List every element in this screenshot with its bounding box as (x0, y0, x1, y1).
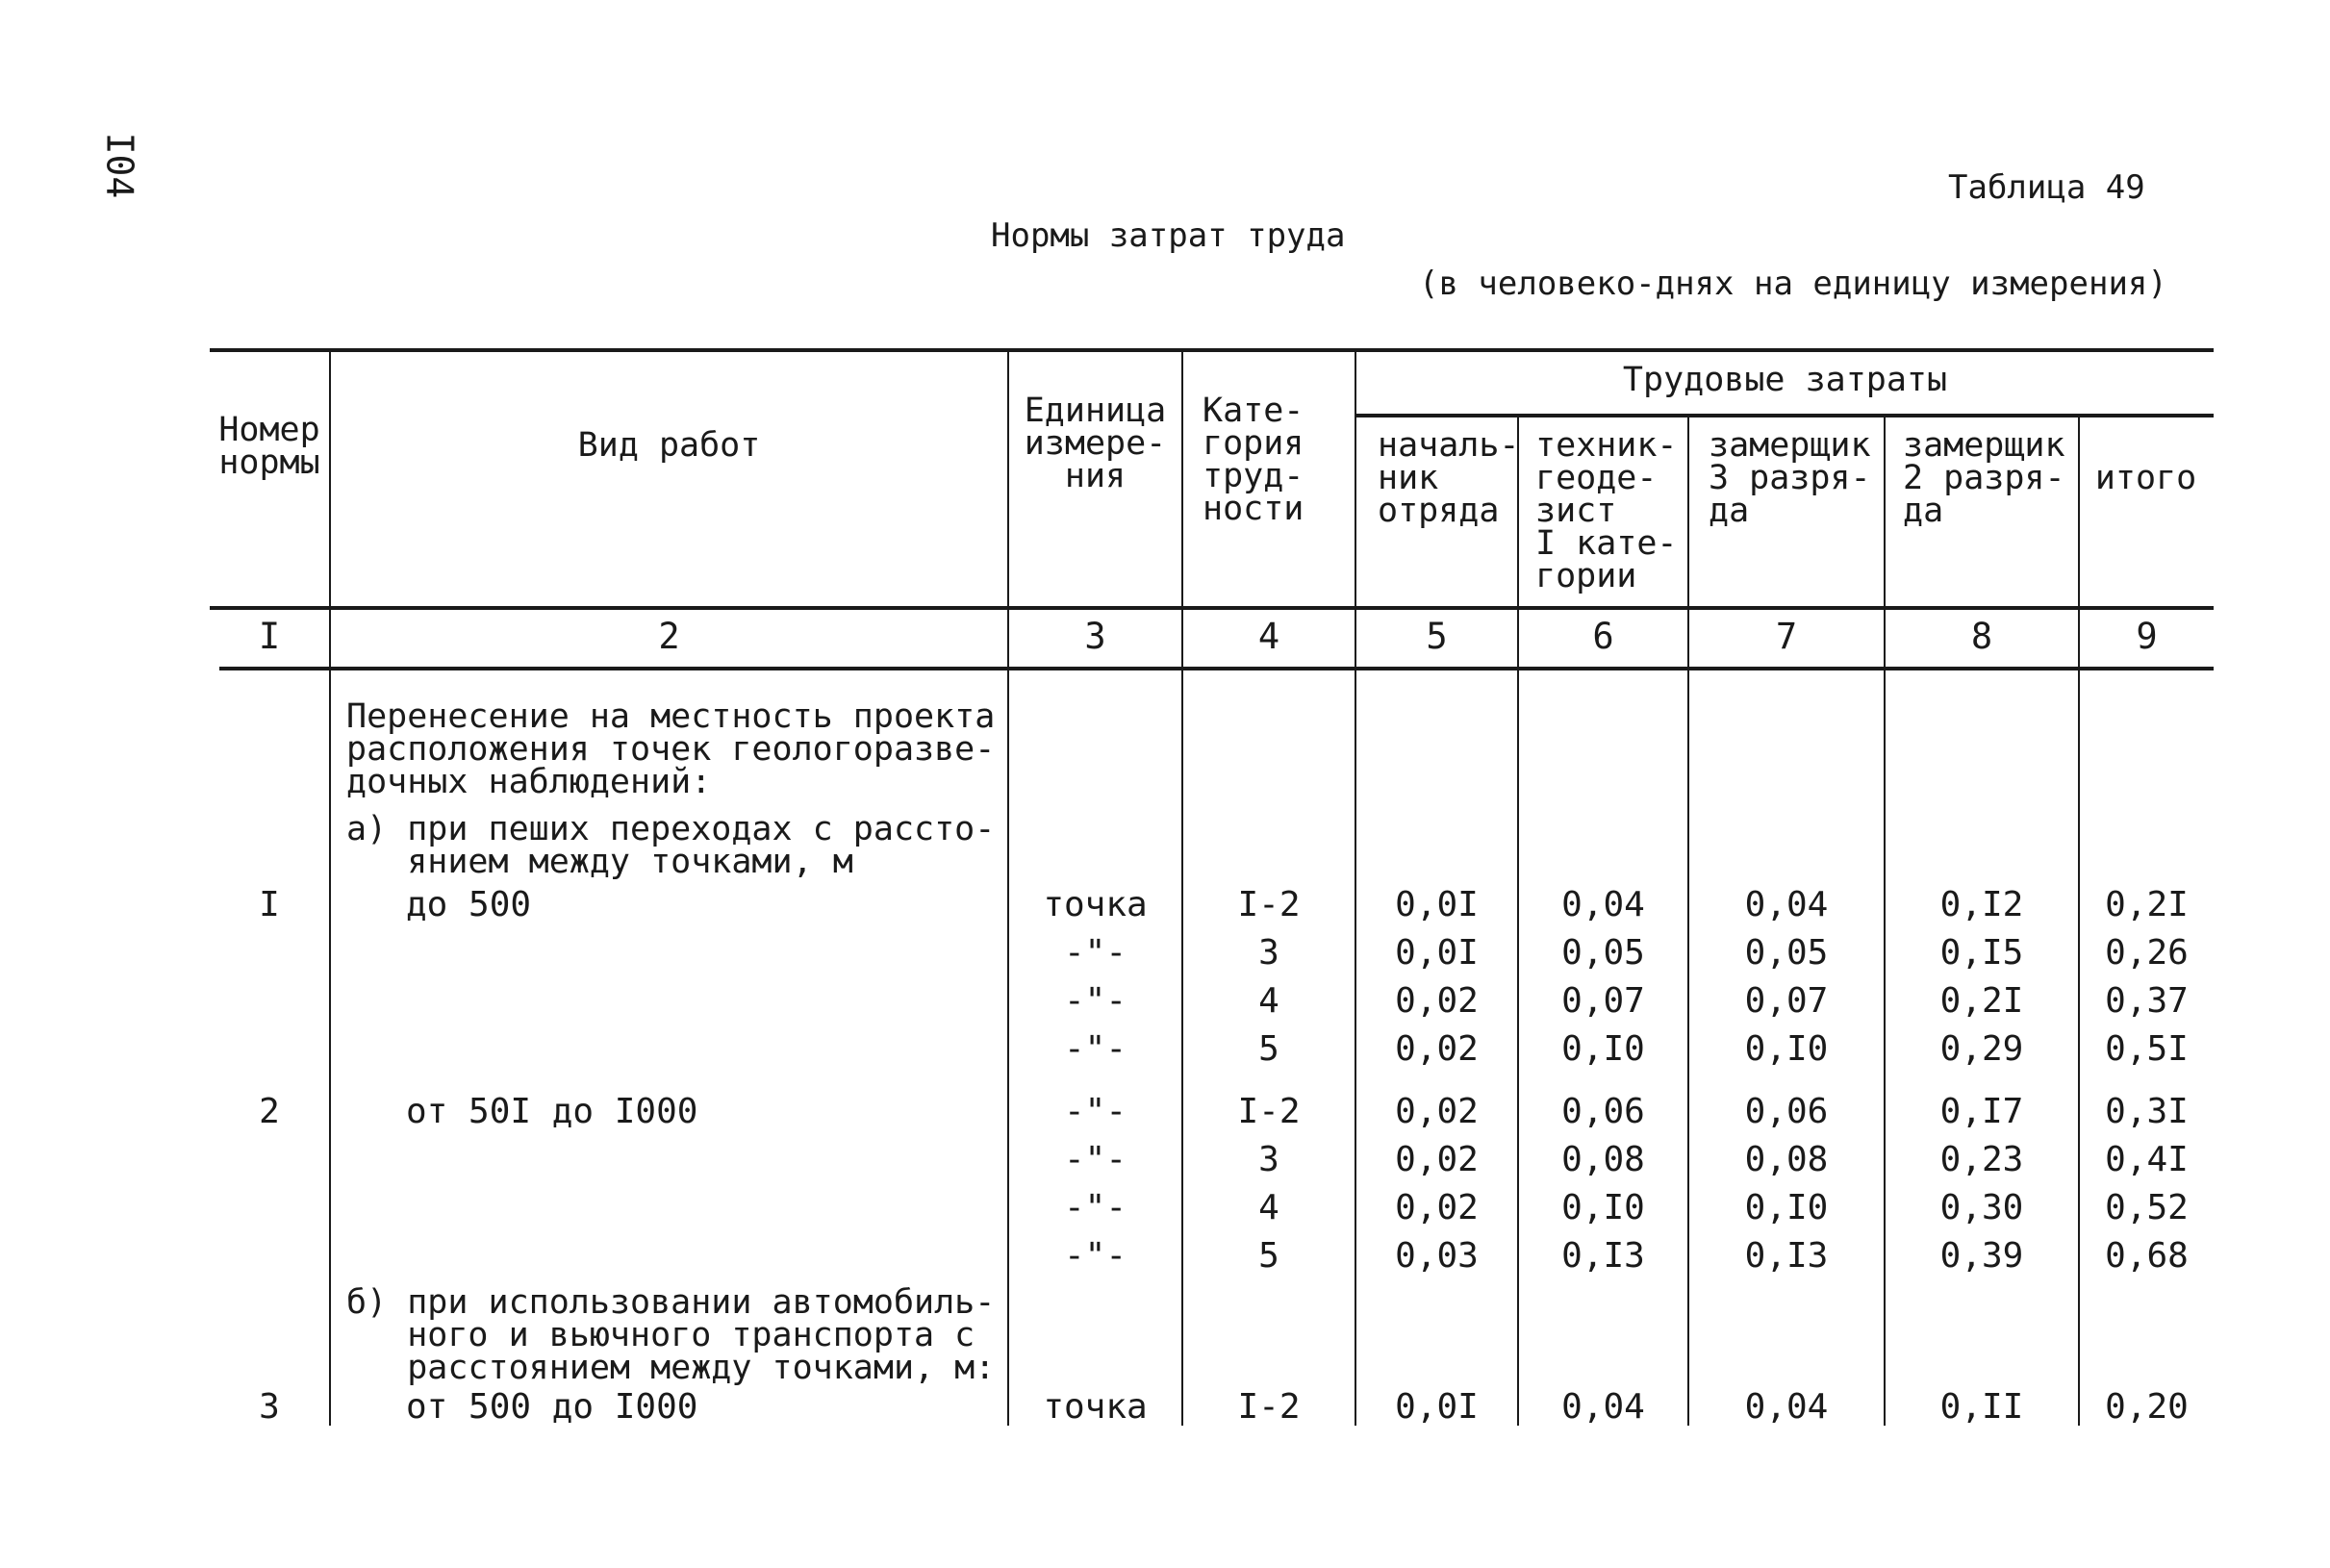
table-cell-c9: 0,37 (2105, 981, 2189, 1021)
table-cell-c8: 0,I7 (1939, 1092, 2024, 1131)
table-cell-c7: 0,04 (1744, 885, 1829, 924)
header-work-type: Вид работ (577, 426, 761, 465)
header-bottom-rule (210, 606, 2214, 610)
table-cell-c8: 0,29 (1939, 1029, 2024, 1069)
table-cell-c8: 0,39 (1939, 1236, 2024, 1276)
table-cell-c8: 0,2I (1939, 981, 2024, 1021)
table-cell-work: до 500 (406, 885, 532, 924)
table-cell-cat: 5 (1258, 1029, 1279, 1069)
table-cell-c7: 0,08 (1744, 1140, 1829, 1179)
subsection-b: б) при использовании автомобиль- ного и вьючного транспорта с расстоянием между точками, м: (346, 1283, 996, 1387)
top-rule (210, 348, 2214, 352)
page-number: I04 (98, 132, 141, 199)
table-title: Нормы затрат труда (991, 216, 1346, 255)
table-cell-cat: I-2 (1237, 1092, 1301, 1131)
table-cell-cat: I-2 (1237, 1387, 1301, 1427)
colnum: 9 (2136, 616, 2158, 657)
table-cell-c8: 0,II (1939, 1387, 2024, 1427)
table-cell-c6: 0,I0 (1561, 1188, 1645, 1227)
table-cell-c7: 0,I0 (1744, 1188, 1829, 1227)
colnum: I (258, 616, 281, 657)
header-norm-number: Номер нормы (218, 411, 320, 482)
table-cell-c5: 0,02 (1395, 981, 1479, 1021)
table-cell-c5: 0,03 (1395, 1236, 1479, 1276)
table-cell-c6: 0,04 (1561, 1387, 1645, 1427)
colnum-bottom-rule (219, 667, 2214, 670)
table-cell-c5: 0,02 (1395, 1140, 1479, 1179)
table-cell-c6: 0,I0 (1561, 1029, 1645, 1069)
header-measurer-2: замерщик 2 разря- да (1903, 426, 2065, 530)
table-cell-c7: 0,I0 (1744, 1029, 1829, 1069)
table-cell-unit: -"- (1063, 1092, 1127, 1131)
table-cell-cat: 3 (1258, 933, 1279, 973)
header-chief: началь- ник отряда (1378, 426, 1520, 530)
table-cell-c5: 0,02 (1395, 1092, 1479, 1131)
table-cell-no: I (259, 885, 280, 924)
section-description: Перенесение на местность проекта расположения точек геологоразве- дочных наблюдений: (346, 697, 996, 801)
header-labor-costs: Трудовые затраты (1622, 361, 1948, 399)
table-cell-unit: -"- (1063, 933, 1127, 973)
table-cell-work: от 500 до I000 (406, 1387, 698, 1427)
table-cell-c9: 0,68 (2105, 1236, 2189, 1276)
table-cell-c5: 0,0I (1395, 885, 1479, 924)
table-cell-c5: 0,0I (1395, 1387, 1479, 1427)
units-note: (в человеко-днях на единицу измерения) (1419, 265, 2167, 303)
table-cell-work: от 50I до I000 (406, 1092, 698, 1131)
table-cell-no: 2 (259, 1092, 280, 1131)
table-cell-c5: 0,02 (1395, 1029, 1479, 1069)
colnum: 8 (1970, 616, 1993, 657)
table-cell-no: 3 (259, 1387, 280, 1427)
colnum: 7 (1775, 616, 1798, 657)
table-cell-c7: 0,05 (1744, 933, 1829, 973)
header-measurer-3: замерщик 3 разря- да (1709, 426, 1871, 530)
header-technician: техник- геоде- зист I кате- гории (1535, 426, 1678, 595)
table-cell-unit: -"- (1063, 1236, 1127, 1276)
table-cell-c6: 0,08 (1561, 1140, 1645, 1179)
table-cell-c5: 0,02 (1395, 1188, 1479, 1227)
vline-1 (329, 350, 331, 1426)
table-cell-c8: 0,30 (1939, 1188, 2024, 1227)
table-cell-c7: 0,04 (1744, 1387, 1829, 1427)
table-cell-c6: 0,I3 (1561, 1236, 1645, 1276)
table-cell-unit: -"- (1063, 1029, 1127, 1069)
table-cell-cat: 4 (1258, 981, 1279, 1021)
table-cell-unit: -"- (1063, 1140, 1127, 1179)
table-cell-cat: 3 (1258, 1140, 1279, 1179)
table-cell-c9: 0,26 (2105, 933, 2189, 973)
table-cell-c6: 0,06 (1561, 1092, 1645, 1131)
table-cell-unit: точка (1043, 885, 1148, 924)
table-cell-c9: 0,4I (2105, 1140, 2189, 1179)
table-cell-c9: 0,20 (2105, 1387, 2189, 1427)
table-cell-cat: I-2 (1237, 885, 1301, 924)
table-cell-c6: 0,07 (1561, 981, 1645, 1021)
colnum: 5 (1426, 616, 1448, 657)
table-cell-cat: 4 (1258, 1188, 1279, 1227)
table-cell-c9: 0,3I (2105, 1092, 2189, 1131)
colnum: 4 (1257, 616, 1280, 657)
table-cell-c5: 0,0I (1395, 933, 1479, 973)
table-cell-cat: 5 (1258, 1236, 1279, 1276)
table-cell-c8: 0,23 (1939, 1140, 2024, 1179)
subsection-a: а) при пеших переходах с рассто- янием между точками, м (346, 810, 996, 881)
table-cell-c7: 0,06 (1744, 1092, 1829, 1131)
colnum: 6 (1592, 616, 1614, 657)
header-total: итого (2094, 459, 2197, 497)
table-cell-c7: 0,I3 (1744, 1236, 1829, 1276)
header-unit: Единица измере- ния (1024, 392, 1167, 495)
header-category: Кате- гория труд- ности (1203, 392, 1304, 528)
table-cell-c8: 0,I5 (1939, 933, 2024, 973)
table-cell-c8: 0,I2 (1939, 885, 2024, 924)
table-cell-c9: 0,5I (2105, 1029, 2189, 1069)
table-cell-unit: точка (1043, 1387, 1148, 1427)
table-cell-c7: 0,07 (1744, 981, 1829, 1021)
colnum: 3 (1084, 616, 1106, 657)
table-cell-c9: 0,2I (2105, 885, 2189, 924)
colnum: 2 (658, 616, 680, 657)
table-cell-unit: -"- (1063, 1188, 1127, 1227)
table-label: Таблица 49 (1948, 168, 2145, 207)
table-cell-unit: -"- (1063, 981, 1127, 1021)
table-cell-c9: 0,52 (2105, 1188, 2189, 1227)
table-cell-c6: 0,04 (1561, 885, 1645, 924)
group-rule (1356, 414, 2214, 417)
table-cell-c6: 0,05 (1561, 933, 1645, 973)
